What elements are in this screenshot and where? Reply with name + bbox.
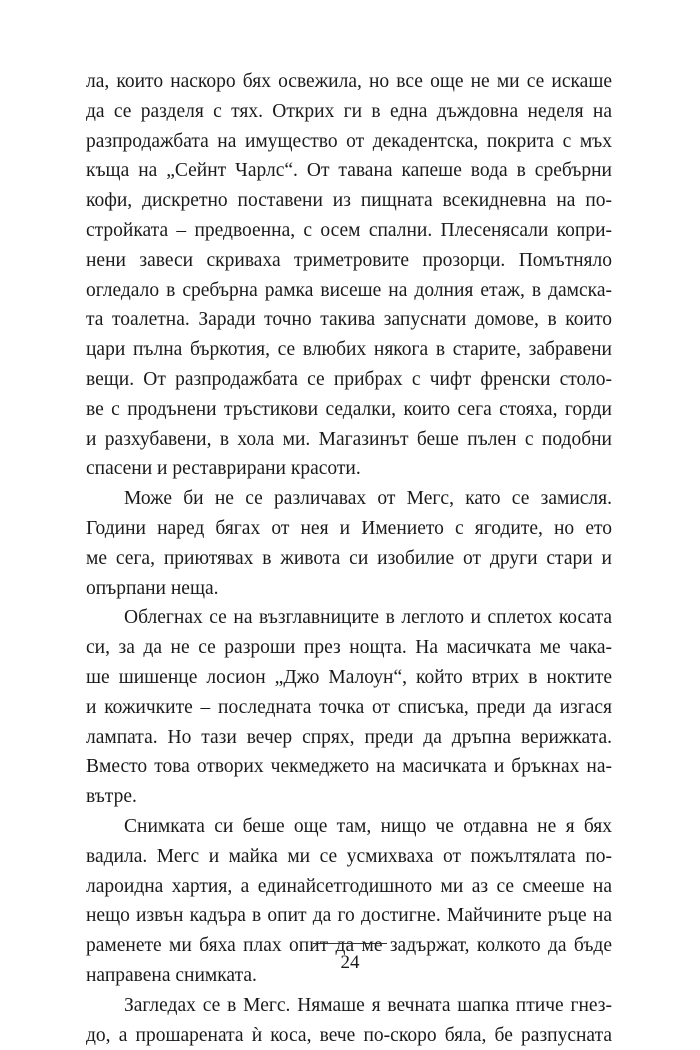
text-line: Вместо това отворих чекмеджето на масичката и бръкнах на- bbox=[86, 752, 612, 782]
text-line: вещи. От разпродажбата се прибрах с чифт френски столо- bbox=[86, 365, 612, 395]
text-line: ла, които наскоро бях освежила, но все още не ми се искаше bbox=[86, 67, 612, 97]
text-line: си, за да не се разроши през нощта. На масичката ме чака- bbox=[86, 633, 612, 663]
text-line: до, а прошарената ѝ коса, вече по-скоро бяла, бе разпусната bbox=[86, 1021, 612, 1050]
text-line: и кожичките – последната точка от списъка, преди да изгася bbox=[86, 693, 612, 723]
text-line: да се разделя с тях. Открих ги в една дъждовна неделя на bbox=[86, 97, 612, 127]
text-line: вадила. Мегс и майка ми се усмихваха от пожълтялата по- bbox=[86, 842, 612, 872]
page-number: 24 bbox=[0, 952, 700, 974]
text-line: Облегнах се на възглавниците в леглото и сплетох косата bbox=[86, 603, 612, 633]
text-line: ме сега, приютявах в живота си изобилие от други стари и bbox=[86, 544, 612, 574]
text-line: и разхубавени, в хола ми. Магазинът беше пълен с подобни bbox=[86, 425, 612, 455]
text-line: Загледах се в Мегс. Нямаше я вечната шапка птиче гнез- bbox=[86, 991, 612, 1021]
text-line: нени завеси скриваха триметровите прозорци. Помътняло bbox=[86, 246, 612, 276]
text-line: стройката – предвоенна, с осем спални. Плесенясали копри- bbox=[86, 216, 612, 246]
text-line: направена снимката. bbox=[86, 961, 612, 991]
text-line: спасени и реставрирани красоти. bbox=[86, 454, 612, 484]
text-line: лампата. Но тази вечер спрях, преди да дръпна верижката. bbox=[86, 723, 612, 753]
text-line: нещо извън кадъра в опит да го достигне. Майчините ръце на bbox=[86, 901, 612, 931]
text-line: ве с продънени тръстикови седалки, които сега стояха, горди bbox=[86, 395, 612, 425]
book-page-text bbox=[86, 67, 612, 1050]
text-line: Снимката си беше още там, нищо че отдавна не я бях bbox=[86, 812, 612, 842]
text-line: та тоалетна. Заради точно такива запуснати домове, в които bbox=[86, 305, 612, 335]
text-line: цари пълна бъркотия, се влюбих някога в старите, забравени bbox=[86, 335, 612, 365]
text-line: раменете ми бяха плах опит да ме задържат, колкото да бъде bbox=[86, 931, 612, 961]
text-line: Може би не се различавах от Мегс, като се замисля. bbox=[86, 484, 612, 514]
text-line: лароидна хартия, а единайсетгодишното ми аз се смееше на bbox=[86, 872, 612, 902]
text-line: Години наред бягах от нея и Имението с ягодите, но ето bbox=[86, 514, 612, 544]
text-line: ше шишенце лосион „Джо Малоун“, който втрих в ноктите bbox=[86, 663, 612, 693]
text-line: разпродажбата на имущество от декадентска, покрита с мъх bbox=[86, 127, 612, 157]
text-line: огледало в сребърна рамка висеше на долния етаж, в дамска- bbox=[86, 276, 612, 306]
text-line: опърпани неща. bbox=[86, 574, 612, 604]
text-line: кофи, дискретно поставени из пищната всекидневна на по- bbox=[86, 186, 612, 216]
text-line: вътре. bbox=[86, 782, 612, 812]
text-line: къща на „Сейнт Чарлс“. От тавана капеше вода в сребърни bbox=[86, 156, 612, 186]
footer-divider bbox=[313, 943, 387, 944]
